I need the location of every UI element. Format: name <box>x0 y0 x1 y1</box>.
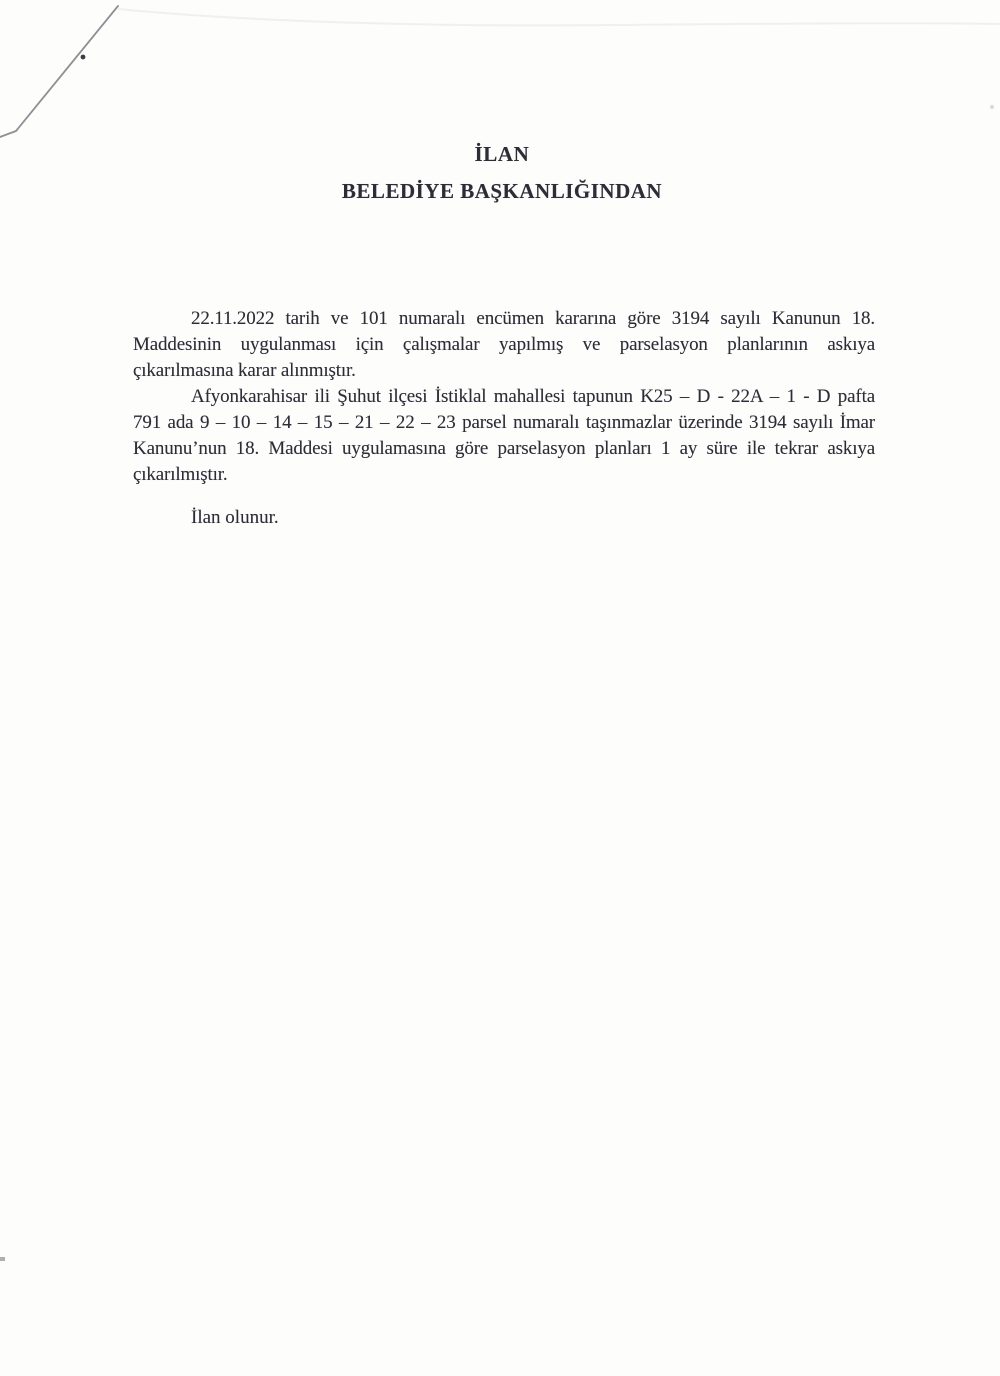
document-title: İLAN <box>474 142 530 166</box>
paragraph-2-line-4: çıkarılmıştır. <box>133 464 228 485</box>
closing-line: İlan olunur. <box>191 507 279 528</box>
document-subtitle: BELEDİYE BAŞKANLIĞINDAN <box>341 179 663 203</box>
paragraph-1-line-3: çıkarılmasına karar alınmıştır. <box>133 360 356 381</box>
paragraph-1-line-1: 22.11.2022 tarih ve 101 numaralı encümen kararına göre 3194 sayılı Kanunun 18. <box>191 308 875 329</box>
scan-speck-top-right <box>990 105 994 109</box>
paper-top-edge-shadow <box>118 9 1000 25</box>
document-body <box>133 306 875 488</box>
paragraph-2-line-1: Afyonkarahisar ili Şuhut ilçesi İstiklal mahallesi tapunun K25 – D - 22A – 1 - D pafta <box>191 386 875 407</box>
paragraph-2-line-3: Kanunu’nun 18. Maddesi uygulamasına göre parselasyon planları 1 ay süre ile tekrar askıya <box>133 438 875 459</box>
scan-speck-bottom-left <box>0 1257 5 1261</box>
paragraph-1-line-2: Maddesinin uygulanması için çalışmalar yapılmış ve parselasyon planlarının askıya <box>133 334 875 355</box>
page-fold-crease-line <box>0 6 118 137</box>
paragraph-2-line-2: 791 ada 9 – 10 – 14 – 15 – 21 – 22 – 23 parsel numaralı taşınmazlar üzerinde 3194 sayılı İmar <box>133 412 875 433</box>
fold-crease-speck <box>81 55 86 60</box>
